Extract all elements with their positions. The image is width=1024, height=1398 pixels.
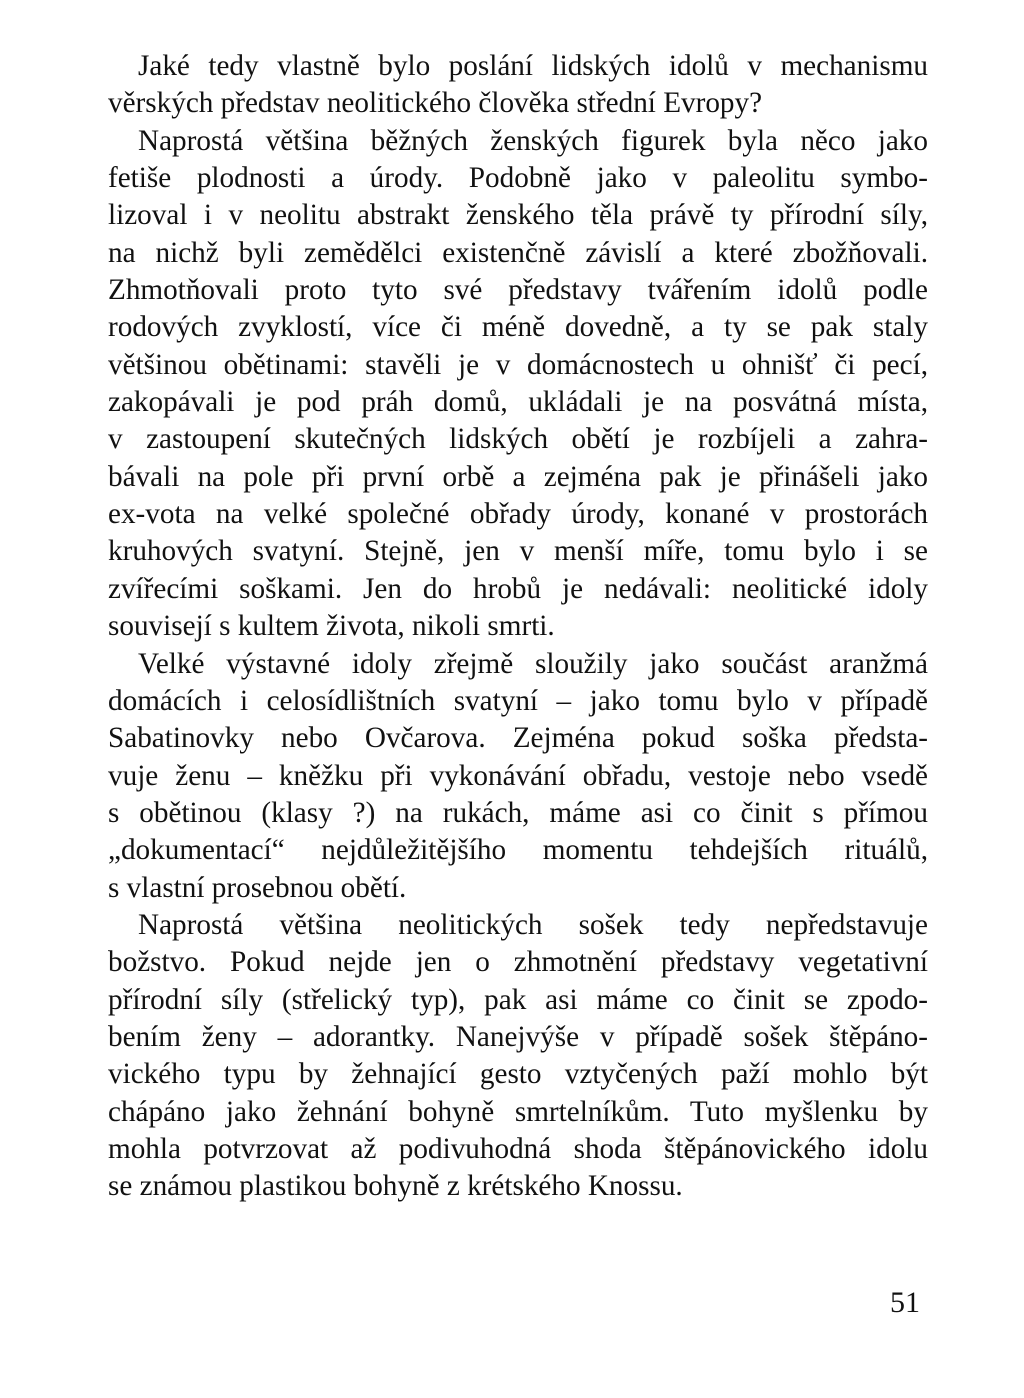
text-line: lizoval i v neolitu abstrakt ženského těla právě ty přírodní síly, bbox=[108, 199, 928, 232]
text-line: vuje ženu – kněžku při vykonávání obřadu, vestoje nebo vsedě bbox=[108, 759, 928, 792]
paragraph bbox=[108, 646, 928, 907]
text-line: většinou obětinami: stavěli je v domácnostech u ohnišť či pecí, bbox=[108, 348, 928, 381]
paragraph bbox=[108, 48, 928, 123]
text-line: kruhových svatyní. Stejně, jen v menší míře, tomu bylo i se bbox=[108, 535, 928, 568]
text-line: souvisejí s kultem života, nikoli smrti. bbox=[108, 610, 555, 643]
text-line: Naprostá většina běžných ženských figurek byla něco jako bbox=[138, 124, 928, 157]
text-line: na nichž byli zemědělci existenčně závislí a které zbožňovali. bbox=[108, 236, 928, 269]
text-line: Velké výstavné idoly zřejmě sloužily jako součást aranžmá bbox=[138, 647, 928, 680]
page-number: 51 bbox=[890, 1286, 920, 1319]
paragraph bbox=[108, 123, 928, 646]
text-line: Zhmotňovali proto tyto své představy tvářením idolů podle bbox=[108, 274, 928, 307]
text-line: chápáno jako žehnání bohyně smrtelníkům. Tuto myšlenku by bbox=[108, 1095, 928, 1128]
text-line: Jaké tedy vlastně bylo poslání lidských idolů v mechanismu bbox=[138, 50, 928, 82]
text-line: domácích i celosídlištních svatyní – jako tomu bylo v případě bbox=[108, 684, 928, 717]
text-line: rodových zvyklostí, více či méně dovedně, a ty se pak staly bbox=[108, 311, 928, 344]
text-line: fetiše plodnosti a úrody. Podobně jako v paleolitu symbo- bbox=[108, 162, 928, 195]
text-line: přírodní síly (střelický typ), pak asi máme co činit se zpodo- bbox=[108, 983, 928, 1016]
text-line: bávali na pole při první orbě a zejména pak je přinášeli jako bbox=[108, 460, 928, 493]
text-line: věrských představ neolitického člověka střední Evropy? bbox=[108, 87, 763, 120]
paragraph bbox=[108, 907, 928, 1206]
page-text-block bbox=[108, 48, 928, 1206]
text-line: se známou plastikou bohyně z krétského Knossu. bbox=[108, 1170, 683, 1203]
text-line: bením ženy – adorantky. Nanejvýše v případě sošek štěpáno- bbox=[108, 1020, 928, 1053]
text-line: zakopávali je pod práh domů, ukládali je na posvátná místa, bbox=[108, 386, 928, 419]
text-line: vického typu by žehnající gesto vztyčených paží mohlo být bbox=[108, 1058, 928, 1091]
text-line: „dokumentací“ nejdůležitějšího momentu tehdejších rituálů, bbox=[108, 834, 928, 867]
text-line: mohla potvrzovat až podivuhodná shoda štěpánovického idolu bbox=[108, 1132, 928, 1165]
text-line: božstvo. Pokud nejde jen o zhmotnění představy vegetativní bbox=[108, 946, 928, 979]
text-line: s obětinou (klasy ?) na rukách, máme asi co činit s přímou bbox=[108, 796, 928, 829]
text-line: zvířecími soškami. Jen do hrobů je nedávali: neolitické idoly bbox=[108, 572, 928, 605]
text-line: Sabatinovky nebo Ovčarova. Zejména pokud soška předsta- bbox=[108, 722, 928, 755]
text-line: Naprostá většina neolitických sošek tedy nepředstavuje bbox=[138, 908, 928, 941]
text-line: v zastoupení skutečných lidských obětí je rozbíjeli a zahra- bbox=[108, 423, 928, 456]
text-line: ex-vota na velké společné obřady úrody, konané v prostorách bbox=[108, 498, 928, 531]
text-line: s vlastní prosebnou obětí. bbox=[108, 871, 407, 904]
